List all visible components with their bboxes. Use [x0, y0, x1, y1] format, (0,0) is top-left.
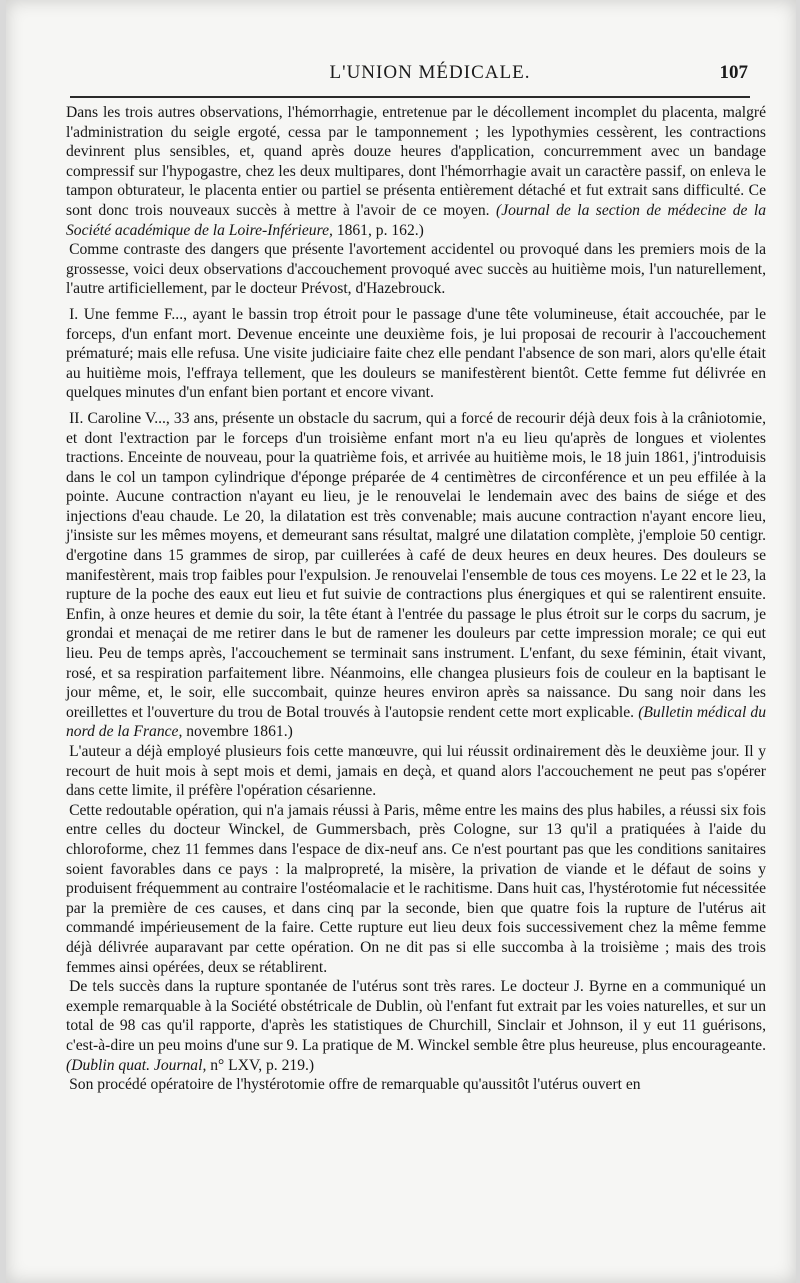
journal-title: L'UNION MÉDICALE.	[329, 62, 531, 83]
book-page	[6, 0, 796, 1283]
article-body	[66, 103, 766, 1095]
running-header	[64, 62, 756, 88]
paragraph: Dans les trois autres observations, l'hémorrhagie, entretenue par le décollement incomplet du placenta, malgré l'administration du seigle ergoté, cessa par le tamponnement ; les lypothymies cessèrent, les contractions devinrent plus sensibles, et, quand après douze heures d'application, concurremment avec un bandage compressif sur l'hypogastre, chez les deux multipares, dont l'hémorrhagie avait un caractère passif, on enleva le tampon obturateur, le placenta entier ou partiel se présenta entièrement détaché et fut extrait sans difficulté. Ce sont donc trois nouveaux succès à mettre à l'avoir de ce moyen. (Journal de la section de médecine de la Société académique de la Loire-Inférieure, 1861, p. 162.)	[66, 104, 767, 239]
citation: (Journal de la section de médecine de la Société académique de la Loire-Inférieure,	[66, 201, 767, 239]
observation-2: II. Caroline V..., 33 ans, présente un obstacle du sacrum, qui a forcé de recourir déjà deux fois à la crâniotomie, et dont l'extraction par le forceps d'un troisième enfant mort n'a eu lieu qu'après de longues et violentes tractions. Enceinte de nouveau, pour la quatrième fois, et arrivée au huitième mois, le 18 juin 1861, j'introduisis dans le col un tampon cylindrique d'éponge préparée de 4 centimètres de circonférence et un peu effilée à la pointe. Aucune contraction n'ayant eu lieu, je le renouvelai le lendemain avec des bains de siége et des injections d'eau chaude. Le 20, la dilatation est très convenable; mais aucune contraction n'ayant encore lieu, j'insiste sur les mêmes moyens, et demeurant sans résultat, malgré une dilatation complète, j'emploie 50 centigr. d'ergotine dans 15 grammes de sirop, par cuillerées à café de deux heures en deux heures. Des douleurs se manifestèrent, mais trop faibles pour l'expulsion. Je renouvelai l'ensemble de tous ces moyens. Le 22 et le 23, la rupture de la poche des eaux eut lieu et fut suivie de contractions plus énergiques et qui se ralentirent ensuite. Enfin, à onze heures et demie du soir, la tête étant à l'entrée du passage le plus étroit sur le corps du sacrum, je grondai et menaçai de me retirer dans le but de ramener les douleurs par cette impression morale; ce qui eut lieu. Peu de temps après, l'accouchement se terminait sans instrument. L'enfant, du sexe féminin, était vivant, rosé, et sa respiration parfaitement libre. Néanmoins, elle changea plusieurs fois de couleur en la baptisant le jour même, et, le soir, elle succombait, quinze heures environ après sa naissance. Du sang noir dans les oreillettes et l'ouverture du trou de Botal trouvés à l'autopsie rendent cette mort explicable. (Bulletin médical du nord de la France, novembre 1861.)	[66, 409, 766, 741]
paragraph: Son procédé opératoire de l'hystérotomie offre de remarquable qu'aussitôt l'utérus ouvert en	[69, 1076, 641, 1094]
citation: (Bulletin médical du nord de la France,	[66, 703, 766, 741]
observation-1: I. Une femme F..., ayant le bassin trop étroit pour le passage d'une tête volumineuse, était accouchée, par le forceps, d'un enfant mort. Devenue enceinte une deuxième fois, je lui proposai de recourir à l'accouchement prématuré; mais elle refusa. Une visite judiciaire faite chez elle pendant l'absence de son mari, alors qu'elle était au huitième mois, l'effraya tellement, que les douleurs se manifestèrent bientôt. Cette femme fut délivrée en quelques minutes d'un enfant bien portant et encore vivant.	[66, 305, 766, 402]
header-rule	[70, 96, 750, 98]
paragraph: Comme contraste des dangers que présente l'avortement accidentel ou provoqué dans les premiers mois de la grossesse, voici deux observations d'accouchement provoqué avec succès au huitième mois, l'un naturellement, l'autre artificiellement, par le docteur Prévost, d'Hazebrouck.	[66, 241, 766, 298]
paragraph: Cette redoutable opération, qui n'a jamais réussi à Paris, même entre les mains des plus habiles, a réussi six fois entre celles du docteur Winckel, de Gummersbach, près Cologne, sur 13 qu'il a pratiquées à l'aide du chloroforme, chez 11 femmes dans l'espace de dix-neuf ans. Ce n'est pourtant pas que les conditions sanitaires soient favorables dans ce pays : la malpropreté, la misère, la privation de viande et le défaut de soins y produisent fréquemment au contraire l'ostéomalacie et le rachitisme. Dans huit cas, l'hystérotomie fut nécessitée par la première de ces causes, et dans cinq par la seconde, bien que quatre fois la rupture de l'utérus ait commandé impérieusement de la faire. Cette rupture eut lieu deux fois successivement chez la même femme déjà délivrée auparavant par cette opération. On ne dit pas si elle succomba à la troisième ; mais des trois femmes ainsi opérées, deux se rétablirent.	[66, 801, 766, 976]
paragraph: De tels succès dans la rupture spontanée de l'utérus sont très rares. Le docteur J. Byrne en a communiqué un exemple remarquable à la Société obstétricale de Dublin, où l'enfant fut extrait par les voies naturelles, et sur un total de 98 cas qu'il rapporte, d'après les statistiques de Churchill, Sinclair et Johnson, il y eut 11 guérisons, c'est-à-dire un peu moins d'une sur 9. La pratique de M. Winckel semble être plus heureuse, plus encourageante. (Dublin quat. Journal, n° LXV, p. 219.)	[66, 978, 766, 1074]
paragraph: L'auteur a déjà employé plusieurs fois cette manœuvre, qui lui réussit ordinairement dès le deuxième jour. Il y recourt de huit mois à sept mois et demi, jamais en deçà, et quand alors l'accouchement ne peut pas s'opérer dans cette limite, il préfère l'opération césarienne.	[66, 743, 766, 800]
page-number: 107	[719, 62, 748, 83]
citation: (Dublin quat. Journal,	[66, 1056, 207, 1074]
